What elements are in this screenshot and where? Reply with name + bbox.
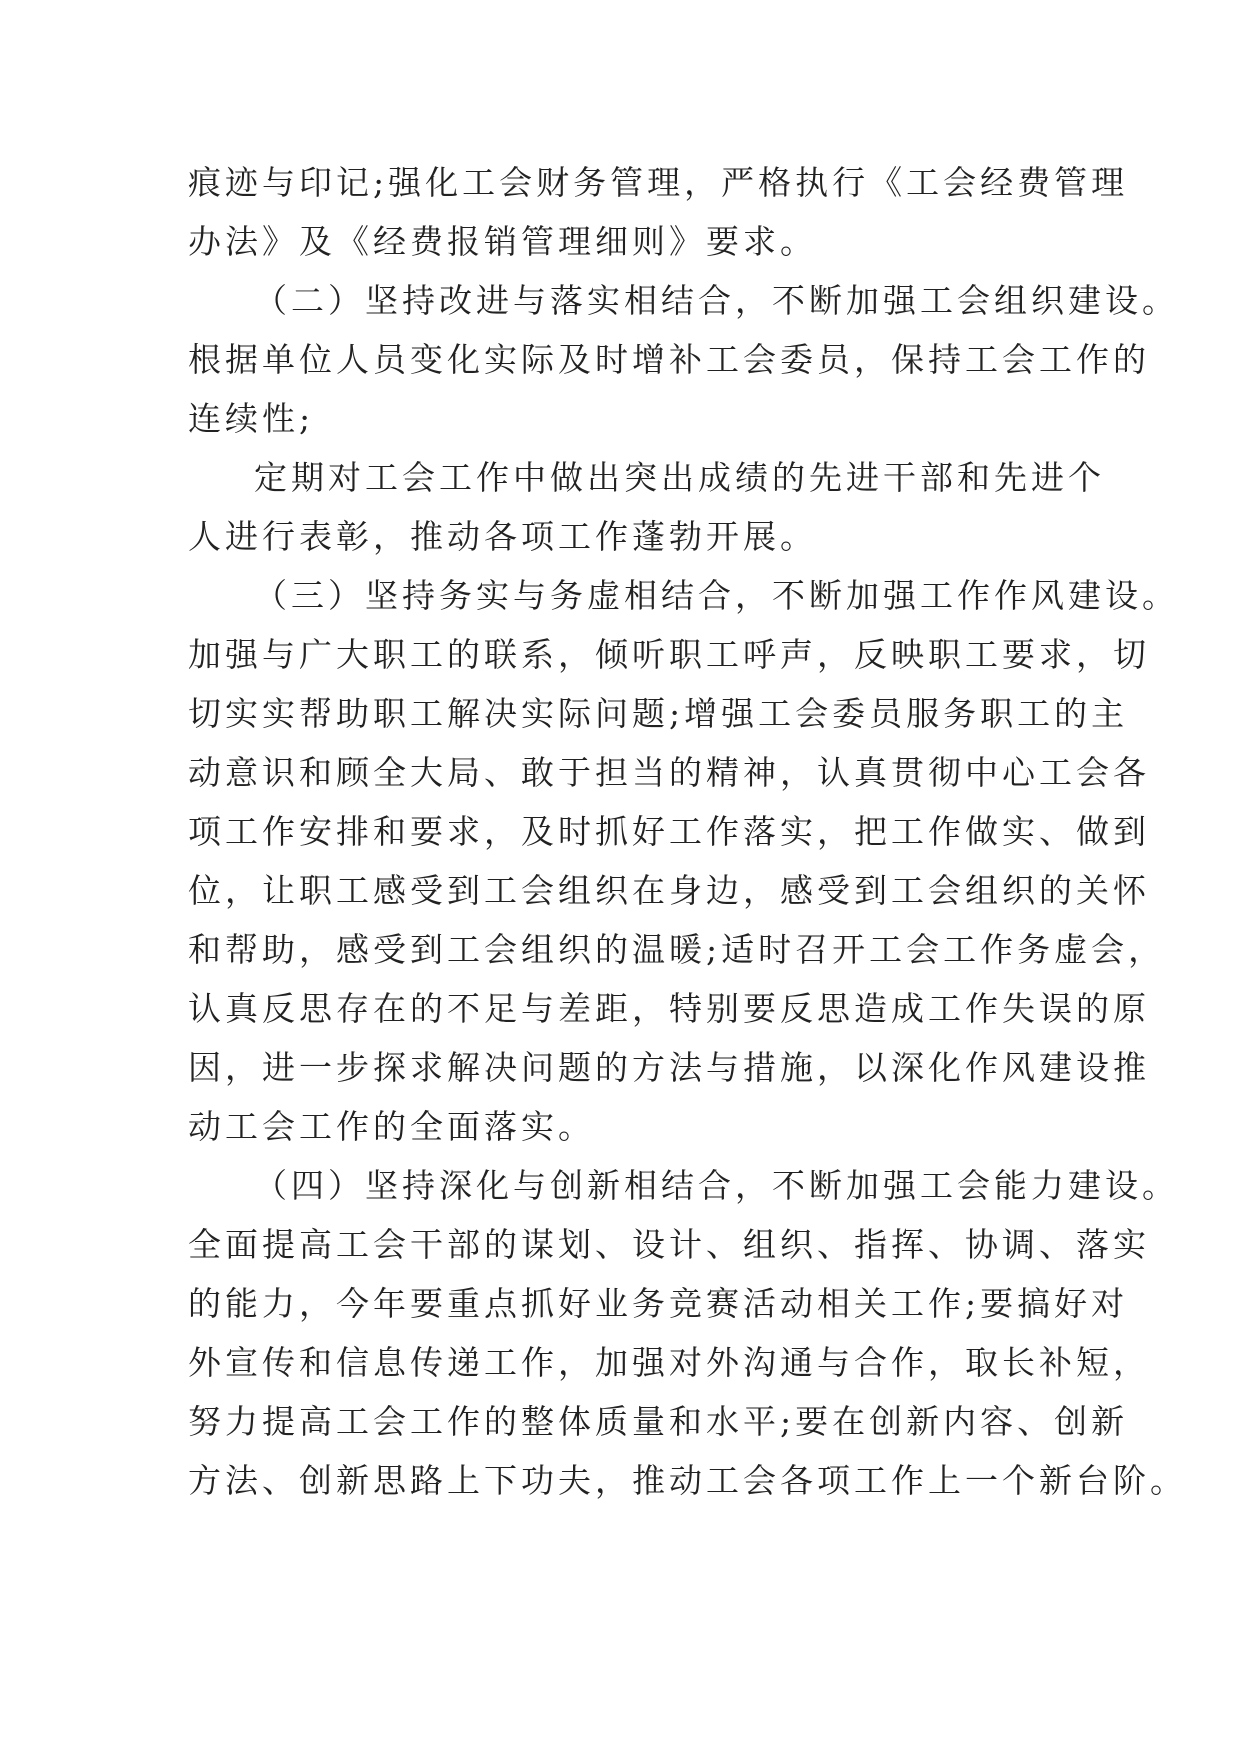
document-body xyxy=(188,153,1187,1510)
text-line: 根据单位人员变化实际及时增补工会委员，保持工会工作的 xyxy=(188,340,1150,379)
text-line: 认真反思存在的不足与差距，特别要反思造成工作失误的原 xyxy=(188,989,1150,1028)
text-line: 连续性; xyxy=(188,399,315,438)
text-line: 努力提高工会工作的整体质量和水平;要在创新内容、创新 xyxy=(188,1402,1129,1441)
paragraph-first-line: 定期对工会工作中做出突出成绩的先进干部和先进个 xyxy=(254,458,1105,497)
text-line: 加强与广大职工的联系，倾听职工呼声，反映职工要求，切 xyxy=(188,635,1150,674)
paragraph-first-line: （二）坚持改进与落实相结合，不断加强工会组织建设。 xyxy=(254,281,1179,320)
text-line: 方法、创新思路上下功夫，推动工会各项工作上一个新台阶。 xyxy=(188,1461,1187,1500)
text-line: 的能力，今年要重点抓好业务竞赛活动相关工作;要搞好对 xyxy=(188,1284,1129,1323)
text-line: 动工会工作的全面落实。 xyxy=(188,1107,595,1146)
text-line: 和帮助，感受到工会组织的温暖;适时召开工会工作务虚会， xyxy=(188,930,1166,969)
text-line: 切实实帮助职工解决实际问题;增强工会委员服务职工的主 xyxy=(188,694,1129,733)
text-line: 人进行表彰，推动各项工作蓬勃开展。 xyxy=(188,517,817,556)
text-line: 全面提高工会干部的谋划、设计、组织、指挥、协调、落实 xyxy=(188,1225,1150,1264)
text-line: 外宣传和信息传递工作，加强对外沟通与合作，取长补短， xyxy=(188,1343,1150,1382)
paragraph-first-line: （三）坚持务实与务虚相结合，不断加强工作作风建设。 xyxy=(254,576,1179,615)
text-line: 位，让职工感受到工会组织在身边，感受到工会组织的关怀 xyxy=(188,871,1150,910)
text-line: 痕迹与印记;强化工会财务管理，严格执行《工会经费管理 xyxy=(188,163,1129,202)
paragraph-first-line: （四）坚持深化与创新相结合，不断加强工会能力建设。 xyxy=(254,1166,1179,1205)
text-line: 因，进一步探求解决问题的方法与措施，以深化作风建设推 xyxy=(188,1048,1150,1087)
text-line: 办法》及《经费报销管理细则》要求。 xyxy=(188,222,817,261)
text-line: 动意识和顾全大局、敢于担当的精神，认真贯彻中心工会各 xyxy=(188,753,1150,792)
text-line: 项工作安排和要求，及时抓好工作落实，把工作做实、做到 xyxy=(188,812,1150,851)
